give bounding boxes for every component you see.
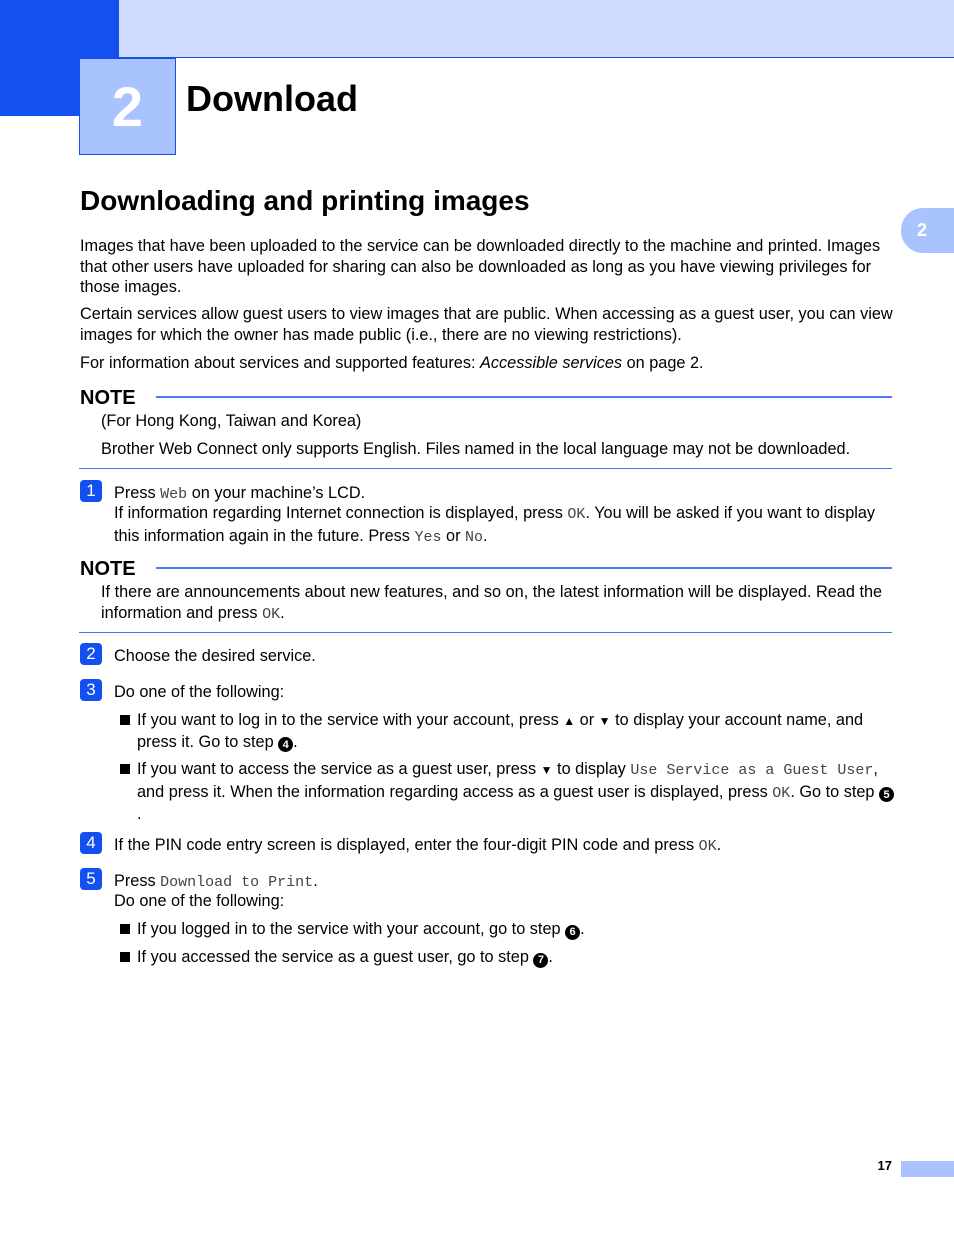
lcd-ok-button: OK (772, 784, 791, 802)
paragraph-3 (80, 353, 895, 374)
note-line-1: (For Hong Kong, Taiwan and Korea) (101, 412, 362, 430)
s3b2-post: , and press it. When the information regarding access as a guest user is displayed, press (137, 760, 878, 801)
s5b2-end: . (548, 948, 553, 966)
step-5-bullet-1 (120, 919, 895, 940)
bullet-square-icon (120, 715, 130, 725)
note-end-rule (79, 468, 892, 469)
lcd-guest-user-button: Use Service as a Guest User (630, 762, 874, 779)
note-rule (156, 567, 892, 569)
accessible-services-link[interactable]: Accessible services (480, 354, 623, 372)
side-tab-label: 2 (917, 220, 928, 240)
header-band (0, 0, 954, 58)
s3b1-end: . (293, 732, 298, 751)
paragraph-1: Images that have been uploaded to the service can be downloaded directly to the machine and printed. Images that other users have uploaded for sharing can also be downloaded as long as you have viewing privileges for those images. (80, 237, 881, 296)
step-1-badge: 1 (80, 480, 102, 502)
step1-post: on your machine’s LCD. (187, 484, 366, 502)
s3b2-end: . (137, 805, 142, 823)
s3b1-pre: If you want to log in to the service with your account, press (137, 711, 564, 729)
bullet-square-icon (120, 764, 130, 774)
step-ref-4: 4 (278, 737, 293, 752)
s3b2-post2: . Go to step (790, 782, 880, 801)
note-rule (156, 396, 892, 398)
step-2-badge: 2 (80, 643, 102, 665)
down-arrow-icon: ▼ (540, 763, 553, 777)
step5-pre: Press (114, 872, 161, 890)
step1-l2-end: . (483, 526, 488, 545)
paragraph-3-post: on page 2. (622, 354, 704, 372)
s5b1-end: . (580, 920, 585, 938)
s3b2-mid: to display (552, 760, 631, 778)
step4-pre: If the PIN code entry screen is displayed, enter the four-digit PIN code and press (114, 836, 699, 854)
step1-l2-post: . You will be asked if you want to display this information again in the future. Press (114, 504, 876, 545)
step-4-badge: 4 (80, 832, 102, 854)
page-number: 17 (877, 1158, 892, 1173)
s5b2-pre: If you accessed the service as a guest user, go to step (137, 948, 534, 966)
step-4-text (114, 835, 894, 858)
lcd-ok-button: OK (698, 838, 717, 855)
lcd-yes-button: Yes (414, 528, 442, 546)
step-1-line-2 (114, 503, 894, 548)
note2-pre: If there are announcements about new features, and so on, the latest information will be displayed. Read the information and press (101, 583, 883, 622)
chapter-number: 2 (79, 58, 176, 155)
note2-post: . (280, 603, 285, 622)
step1-pre: Press (114, 484, 161, 502)
lcd-no-button: No (465, 528, 484, 546)
s3b1-or: or (575, 711, 599, 729)
step-3-bullet-1 (120, 710, 895, 752)
note-heading: NOTE (80, 558, 136, 580)
s5b1-pre: If you logged in to the service with your account, go to step (137, 920, 566, 938)
step-5-bullet-2 (120, 947, 895, 968)
chapter-title: Download (186, 78, 358, 119)
note-end-rule (79, 632, 892, 633)
section-title: Downloading and printing images (80, 185, 530, 216)
note-2-text (101, 582, 893, 625)
step-2-text: Choose the desired service. (114, 647, 316, 665)
note-line-2: Brother Web Connect only supports English. Files named in the local language may not be downloaded. (101, 440, 851, 458)
step-3-text: Do one of the following: (114, 683, 285, 701)
lcd-web-button: Web (160, 486, 188, 503)
lcd-ok-button: OK (567, 506, 586, 523)
s3b2-pre: If you want to access the service as a guest user, press (137, 760, 541, 778)
bullet-square-icon (120, 924, 130, 934)
step-5-badge: 5 (80, 868, 102, 890)
s3b1-post: to display your account name, and press it. Go to step (137, 711, 864, 751)
lcd-ok-button: OK (262, 605, 281, 623)
step1-l2-pre: If information regarding Internet connection is displayed, press (114, 504, 568, 522)
step4-post: . (716, 836, 722, 854)
step-5-line-2: Do one of the following: (114, 892, 285, 910)
note-heading: NOTE (80, 387, 136, 409)
step1-l2-or: or (441, 526, 466, 545)
step-3-badge: 3 (80, 679, 102, 701)
step-ref-7: 7 (533, 953, 548, 968)
down-arrow-icon: ▼ (598, 714, 611, 728)
paragraph-3-pre: For information about services and supported features: (80, 354, 481, 372)
step5-post: . (313, 872, 318, 890)
up-arrow-icon: ▲ (563, 714, 576, 728)
step-3-bullet-2 (120, 759, 895, 825)
bullet-square-icon (120, 952, 130, 962)
step-ref-6: 6 (565, 925, 580, 940)
step-ref-5: 5 (879, 787, 894, 802)
lcd-download-to-print-button: Download to Print (160, 874, 314, 891)
side-chapter-tab (901, 208, 954, 253)
paragraph-2: Certain services allow guest users to view images that are public. When accessing as a guest user, you can view images for which the owner has made public (i.e., there are no viewing restrictions). (80, 305, 893, 344)
page-number-bar (901, 1161, 954, 1177)
